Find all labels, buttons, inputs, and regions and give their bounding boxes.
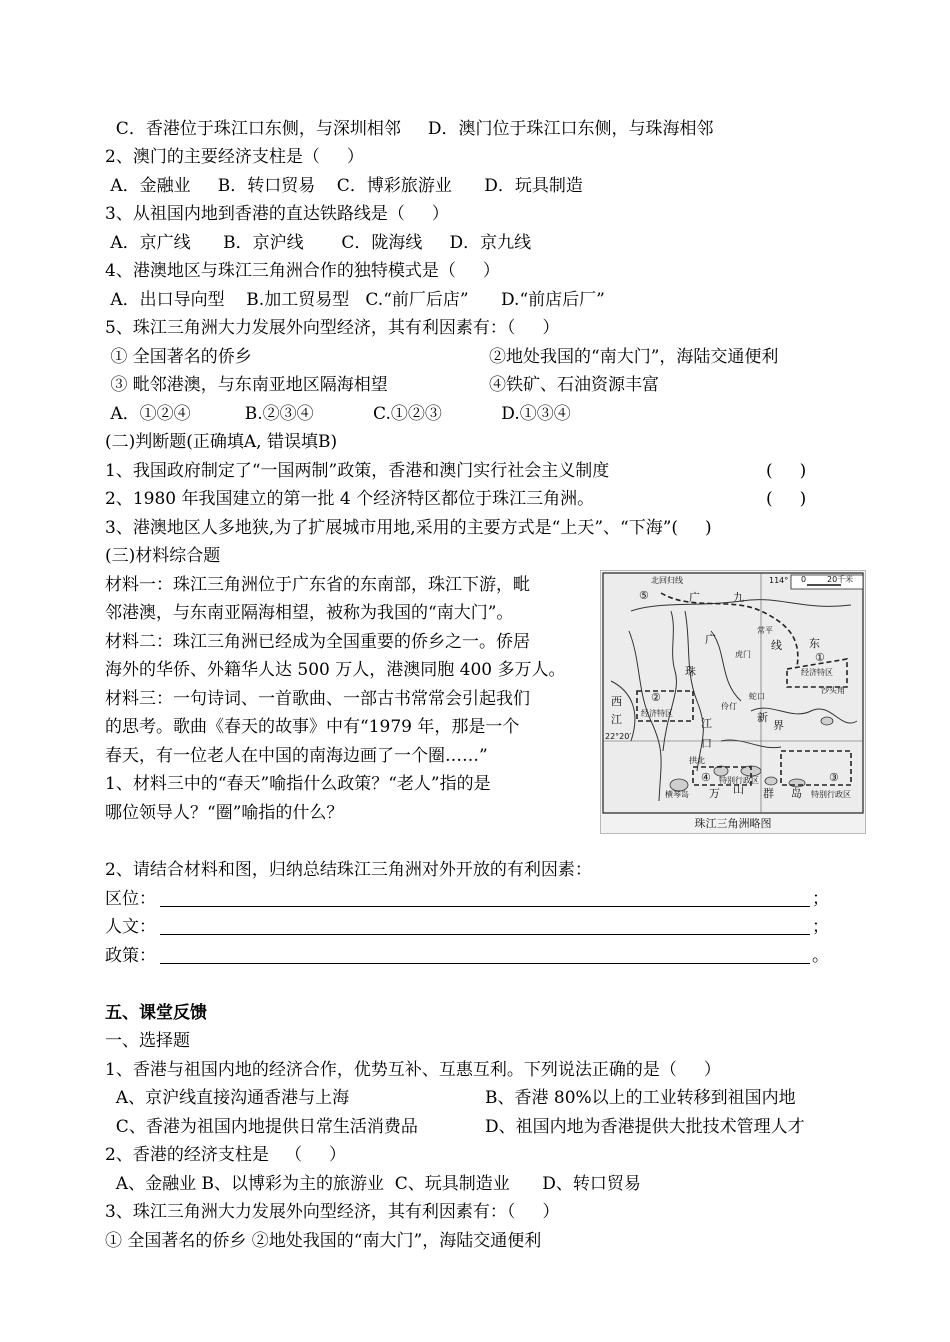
text-line-mq2: 2、请结合材料和图，归纳总结珠江三角洲对外开放的有利因素：	[105, 860, 592, 880]
text-line-fb-type: 一、选择题	[105, 1031, 190, 1051]
text-line-m3b: 的思考。歌曲《春天的故事》中有“1979 年，那是一个	[105, 717, 520, 737]
map-label: 万	[709, 787, 720, 800]
text-line-q2: 2、澳门的主要经济支柱是（ ）	[105, 147, 364, 167]
text-line-q5: 5、珠江三角洲大力发展外向型经济，其有利因素有：（ ）	[105, 318, 560, 338]
map-label: ①	[815, 651, 825, 664]
map-label: 横琴岛	[665, 790, 689, 799]
text-line-judge-title: (二)判断题(正确填A, 错误填B)	[105, 432, 338, 452]
blank-hum[interactable]	[160, 934, 810, 935]
map-label: ③	[829, 771, 839, 784]
text-line-fb1: 1、香港与祖国内地的经济合作，优势互补、互惠互利。下列说法正确的是（ ）	[105, 1060, 721, 1080]
map-label: 线	[771, 639, 782, 652]
text-line-fb1-c: C、香港为祖国内地提供日常生活消费品	[105, 1117, 418, 1137]
text-line-q5-f4: ④铁矿、石油资源丰富	[489, 375, 659, 395]
map-label: 江	[611, 713, 622, 726]
map-label: 广	[689, 591, 700, 604]
text-line-mat-title: (三)材料综合题	[105, 546, 221, 566]
text-line-m1b: 邻港澳，与东南亚隔海相望，被称为我国的“南大门”。	[105, 603, 514, 623]
map-label: 口	[701, 737, 712, 750]
map-label: 蛇口	[749, 692, 765, 701]
text-line-q1-cd: C．香港位于珠江口东侧，与深圳相邻 D．澳门位于珠江口东侧，与珠海相邻	[105, 119, 714, 139]
text-line-fb1-b: B、香港 80%以上的工业转移到祖国内地	[485, 1088, 796, 1108]
text-line-q2-opts: A．金融业 B．转口贸易 C．博彩旅游业 D．玩具制造	[105, 176, 583, 196]
text-line-j1: 1、我国政府制定了“一国两制”政策，香港和澳门实行社会主义制度	[105, 461, 610, 481]
map-label: ⑤	[639, 589, 649, 602]
map-label: 虎门	[735, 650, 751, 659]
text-line-fb2-opts: A、金融业 B、以博彩为主的旅游业 C、玩具制造业 D、转口贸易	[105, 1174, 641, 1194]
map-label: 拱北	[689, 756, 705, 765]
map-label: 特别行政区	[719, 776, 759, 785]
text-line-q5-f3: ③ 毗邻港澳，与东南亚地区隔海相望	[105, 375, 388, 395]
map-label: 0	[801, 575, 807, 584]
map-label: ④	[701, 771, 711, 784]
text-line-q5-opts: A．①②④ B.②③④ C.①②③ D.①③④	[105, 404, 571, 424]
text-line-mq1a: 1、材料三中的“春天”喻指什么政策？“老人”指的是	[105, 774, 491, 794]
text-line-mq1b: 哪位领导人？“圈”喻指的什么？	[105, 803, 344, 823]
text-line-m2b: 海外的华侨、外籍华人达 500 万人，港澳同胞 400 多万人。	[105, 660, 566, 680]
map-label: 界	[773, 719, 784, 732]
map-caption: 珠江三角洲略图	[694, 817, 772, 830]
text-line-j3: 3、港澳地区人多地狭,为了扩展城市用地,采用的主要方式是“上天”、“下海”( )	[105, 518, 712, 538]
map-label: 经济特区	[801, 668, 833, 677]
map-label: 江	[701, 717, 712, 730]
text-line-sec5: 五、课堂反馈	[105, 1003, 207, 1023]
map-label: ②	[651, 691, 661, 704]
text-line-f-loc-end: ；	[812, 889, 829, 909]
map-label: 北回归线	[651, 576, 683, 585]
text-line-fb1-d: D、祖国内地为香港提供大批技术管理人才	[485, 1117, 805, 1137]
text-line-f-pol-end: 。	[812, 946, 829, 966]
map-drawing	[601, 571, 865, 833]
text-line-j2-paren: ( )	[766, 489, 807, 509]
map-label: 伶仃	[721, 702, 737, 711]
pearl-river-delta-map	[600, 570, 866, 834]
text-line-m2a: 材料二：珠江三角洲已经成为全国重要的侨乡之一。侨居	[105, 632, 530, 652]
text-line-j1-paren: ( )	[766, 461, 807, 481]
text-line-fb2: 2、香港的经济支柱是 （ ）	[105, 1145, 347, 1165]
text-line-f-loc: 区位：	[105, 889, 156, 909]
text-line-q5-f1: ① 全国著名的侨乡	[105, 347, 252, 367]
text-line-f-hum-end: ；	[812, 917, 829, 937]
map-label: 西	[611, 695, 622, 708]
text-line-fb3-f: ① 全国著名的侨乡 ②地处我国的“南大门”，海陆交通便利	[105, 1231, 542, 1251]
text-line-f-hum: 人文：	[105, 917, 156, 937]
map-label: 22°20′	[605, 732, 632, 741]
blank-pol[interactable]	[160, 963, 810, 964]
map-label: 东	[809, 637, 820, 650]
map-label: 山	[733, 783, 744, 796]
map-label: 常平	[757, 626, 773, 635]
text-line-m3a: 材料三：一句诗词、一首歌曲、一部古书常常会引起我们	[105, 689, 530, 709]
map-label: 广	[705, 633, 716, 646]
text-line-q3-opts: A．京广线 B．京沪线 C．陇海线 D．京九线	[105, 233, 532, 253]
map-label: 20千米	[827, 575, 854, 584]
text-line-f-pol: 政策：	[105, 946, 156, 966]
text-line-q3: 3、从祖国内地到香港的直达铁路线是（ ）	[105, 204, 449, 224]
text-line-fb3: 3、珠江三角洲大力发展外向型经济，其有利因素有：（ ）	[105, 1202, 560, 1222]
text-line-q4: 4、港澳地区与珠江三角洲合作的独特模式是（ ）	[105, 261, 500, 281]
map-label: 经济特区	[641, 709, 673, 718]
text-line-q5-f2: ②地处我国的“南大门”，海陆交通便利	[489, 347, 779, 367]
map-label: 特别行政区	[811, 790, 851, 799]
map-label: 九	[733, 591, 744, 604]
text-line-j2: 2、1980 年我国建立的第一批 4 个经济特区都位于珠江三角洲。	[105, 489, 595, 509]
map-label: 岛	[791, 787, 802, 800]
text-line-fb1-a: A、京沪线直接沟通香港与上海	[105, 1088, 350, 1108]
text-line-m3c: 春天，有一位老人在中国的南海边画了一个圈……”	[105, 746, 488, 766]
blank-loc[interactable]	[160, 906, 810, 907]
map-label: 114°	[769, 576, 789, 585]
map-label: 珠	[685, 665, 696, 678]
text-line-m1a: 材料一：珠江三角洲位于广东省的东南部，珠江下游，毗	[105, 575, 530, 595]
map-label: 新	[757, 711, 768, 724]
text-line-q4-opts: A．出口导向型 B.加工贸易型 C.“前厂后店” D.“前店后厂”	[105, 290, 605, 310]
map-label: 沙头角	[821, 686, 845, 695]
map-label: 群	[763, 787, 774, 800]
